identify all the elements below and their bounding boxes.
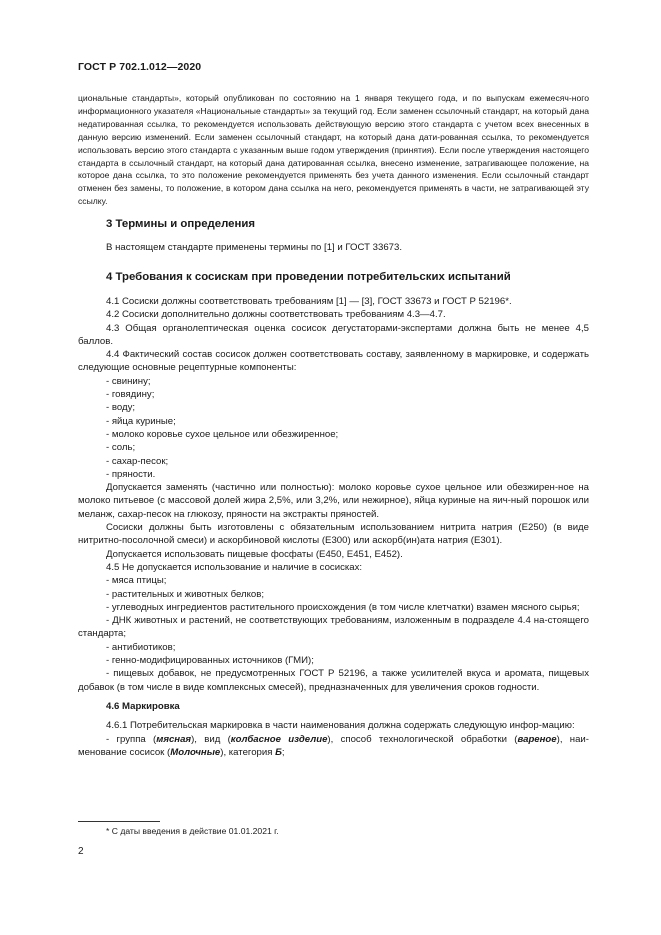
section-4-body [78,295,589,759]
list-item: - углеводных ингредиентов растительного происхождения (в том числе клетчатки) взамен мясного сырья; [106,601,580,613]
label-text: - группа ( [106,733,157,745]
section-3-title: 3 Термины и определения [106,218,256,230]
para-4-6-1: 4.6.1 Потребительская маркировка в части наименования должна содержать следующую инфор-мацию: [106,720,575,732]
list-item: - пищевых добавок, не предусмотренных ГОСТ Р 52196, а также усилителей вкуса и аромата, пищевых добавок (в том числе в виде комплексных смесей), предназначенных для увеличения сроков годности. [78,668,589,693]
list-item: - соль; [106,442,136,454]
label-text: ), наи-менование сосисок ( [78,733,589,758]
footnote: * С даты введения в действие 01.01.2021 г. [106,826,279,836]
label-text: ), способ технологической обработки ( [327,733,518,745]
label-emphasis: мясная [156,733,192,745]
para-4-5: 4.5 Не допускается использование и наличие в сосисках: [106,561,363,573]
para-4-3: 4.3 Общая органолептическая оценка сосисок дегустаторами-экспертами должна быть не менее 4,5 баллов. [78,322,589,347]
page-number: 2 [78,846,84,857]
label-emphasis: вареное [517,733,557,745]
list-item: - яйца куриные; [106,415,176,427]
list-item: - генно-модифицированных источников (ГМИ); [106,655,314,667]
para-replacement: Допускается заменять (частично или полностью): молоко коровье сухое цельное или обезжирен-ное на молоко питьевое (с массовой долей жира 2,5%, или 3,2%, или нежирное), яйца куриные на яич-ный порошок или меланж, сахар-песок на глюкозу, пряности на экстракты пряностей. [78,482,589,520]
para-4-2: 4.2 Сосиски дополнительно должны соответствовать требованиям 4.3—4.7. [106,309,446,321]
list-item: - воду; [106,402,136,414]
label-text: ; [281,746,285,758]
para-phosphates: Допускается использовать пищевые фосфаты (Е450, Е451, Е452). [106,548,403,560]
labeling-requirements [78,733,589,760]
label-text: ), вид ( [191,733,231,745]
list-item: - молоко коровье сухое цельное или обезжиренное; [106,428,339,440]
para-4-1: 4.1 Сосиски должны соответствовать требованиям [1] — [3], ГОСТ 33673 и ГОСТ Р 52196*. [106,296,512,307]
list-item: - свинину; [106,375,151,387]
list-item: - пряности. [106,468,156,480]
list-item: - антибиотиков; [106,641,176,653]
footnote-divider [78,821,160,822]
subsection-4-6-title: 4.6 Маркировка [106,700,180,712]
label-emphasis: Молочные [170,746,221,758]
section-4-title: 4 Требования к сосискам при проведении потребительских испытаний [106,271,511,283]
list-item: - мяса птицы; [106,575,167,587]
list-item: - растительных и животных белков; [106,588,265,600]
list-item: - сахар-песок; [106,455,169,467]
intro-paragraph: циональные стандарты», который опубликован по состоянию на 1 января текущего года, и по выпускам ежемесяч-ного информационного указателя «Национальные стандарты» за текущий год. Если заменен ссылочный стандарт, на который дана недатированная ссылка, то рекомендуется использовать действующую версию этого стандарта с учетом всех внесенных в данную версию изменений. Если заменен ссылочный стандарт, на который дана дати-рованная ссылка, то рекомендуется использовать версию этого стандарта с указанным выше годом утверждения (принятия). Если после утверждения настоящего стандарта в ссылочный стандарт, на который дана датированная ссылка, внесено изменение, затрагивающее положение, на которое дана ссылка, то это положение рекомендуется применять без учета данного изменения. Если ссылочный стандарт отменен без замены, то положение, в котором дана ссылка на него, рекомендуется применять в части, не затрагивающей эту ссылку. [78,93,589,207]
label-emphasis: колбасное изделие [230,733,328,745]
label-emphasis: Б [275,746,282,758]
list-item: - ДНК животных и растений, не соответствующих требованиям, изложенным в подразделе 4.4 на-стоящего стандарта; [78,615,589,640]
para-4-4: 4.4 Фактический состав сосисок должен соответствовать составу, заявленному в маркировке, и содержать следующие основные рецептурные компоненты: [78,349,589,374]
list-item: - говядину; [106,389,155,401]
label-text: ), категория [220,746,276,758]
section-3-text: В настоящем стандарте применены термины по [1] и ГОСТ 33673. [106,242,402,253]
document-header: ГОСТ Р 702.1.012—2020 [78,61,202,73]
para-nitrite: Сосиски должны быть изготовлены с обязательным использованием нитрита натрия (Е250) (в виде нитритно-посолочной смеси) и аскорбиновой кислоты (Е300) или аскорб(ин)ата натрия (Е301). [78,522,589,547]
